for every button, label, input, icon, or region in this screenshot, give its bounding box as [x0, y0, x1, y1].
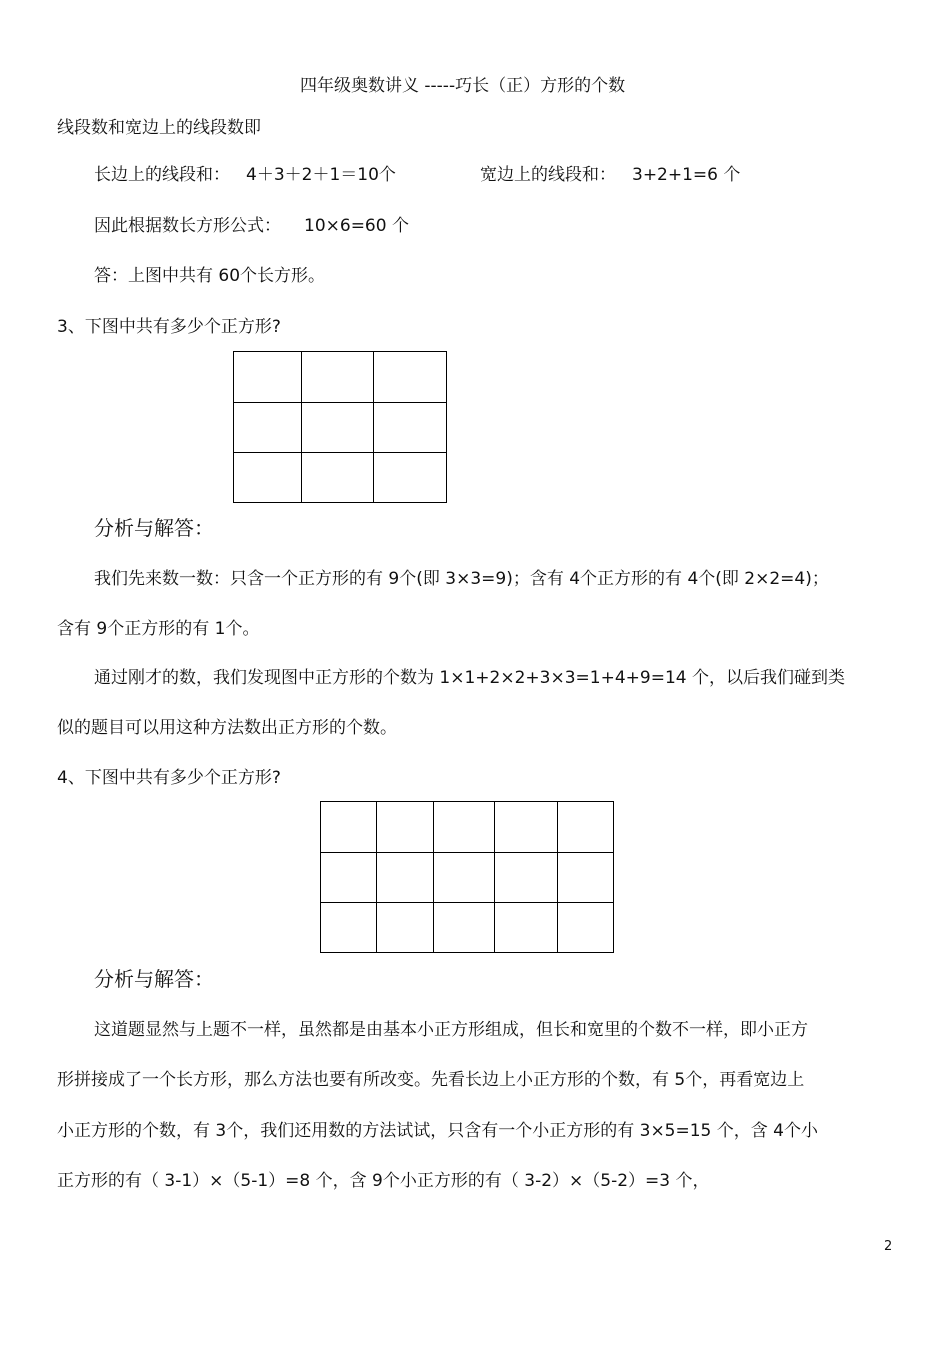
grid-line — [321, 902, 613, 903]
grid-line — [557, 802, 558, 952]
page-title: 四年级奥数讲义 -----巧长（正）方形的个数 — [300, 76, 626, 96]
q3-paragraph-2: 含有 9个正方形的有 1个。 — [57, 619, 260, 639]
page-number: 2 — [884, 1239, 893, 1254]
q3-paragraph-4: 似的题目可以用这种方法数出正方形的个数。 — [57, 718, 397, 738]
formula-label: 因此根据数长方形公式： — [94, 216, 281, 236]
q4-paragraph-3: 小正方形的个数，有 3个，我们还用数的方法试试，只含有一个小正方形的有 3×5=15 个，含 4个小 — [57, 1121, 818, 1141]
grid-line — [494, 802, 495, 952]
grid-line — [433, 802, 434, 952]
grid-line — [373, 352, 374, 502]
q4-paragraph-1: 这道题显然与上题不一样，虽然都是由基本小正方形组成，但长和宽里的个数不一样，即小正方 — [94, 1020, 808, 1040]
long-side-label: 长边上的线段和： — [94, 165, 230, 185]
q4-paragraph-4: 正方形的有（ 3-1）×（5-1）=8 个，含 9个小正方形的有（ 3-2）×（5-2）=3 个， — [57, 1171, 710, 1191]
grid-line — [234, 452, 446, 453]
question-3: 3、下图中共有多少个正方形? — [57, 317, 281, 337]
q3-paragraph-1: 我们先来数一数：只含一个正方形的有 9个(即 3×3=9)；含有 4个正方形的有 4个(即 2×2=4)； — [94, 569, 829, 589]
grid-3x3-figure — [233, 351, 447, 503]
question-4: 4、下图中共有多少个正方形? — [57, 768, 281, 788]
answer-line: 答：上图中共有 60个长方形。 — [94, 266, 326, 286]
formula-value: 10×6=60 个 — [304, 216, 409, 236]
grid-line — [301, 352, 302, 502]
analysis-heading-4: 分析与解答： — [94, 967, 214, 991]
q4-paragraph-2: 形拼接成了一个长方形，那么方法也要有所改变。先看长边上小正方形的个数，有 5个，再看宽边上 — [57, 1070, 805, 1090]
grid-line — [376, 802, 377, 952]
grid-3x5-figure — [320, 801, 614, 953]
analysis-heading-3: 分析与解答： — [94, 516, 214, 540]
grid-line — [321, 852, 613, 853]
wide-side-value: 3+2+1=6 个 — [632, 165, 741, 185]
long-side-value: 4＋3＋2＋1＝10个 — [246, 165, 396, 185]
grid-line — [234, 402, 446, 403]
wide-side-label: 宽边上的线段和： — [480, 165, 616, 185]
q3-paragraph-3: 通过刚才的数，我们发现图中正方形的个数为 1×1+2×2+3×3=1+4+9=14 个，以后我们碰到类 — [94, 668, 845, 688]
intro-line: 线段数和宽边上的线段数即 — [57, 118, 261, 138]
